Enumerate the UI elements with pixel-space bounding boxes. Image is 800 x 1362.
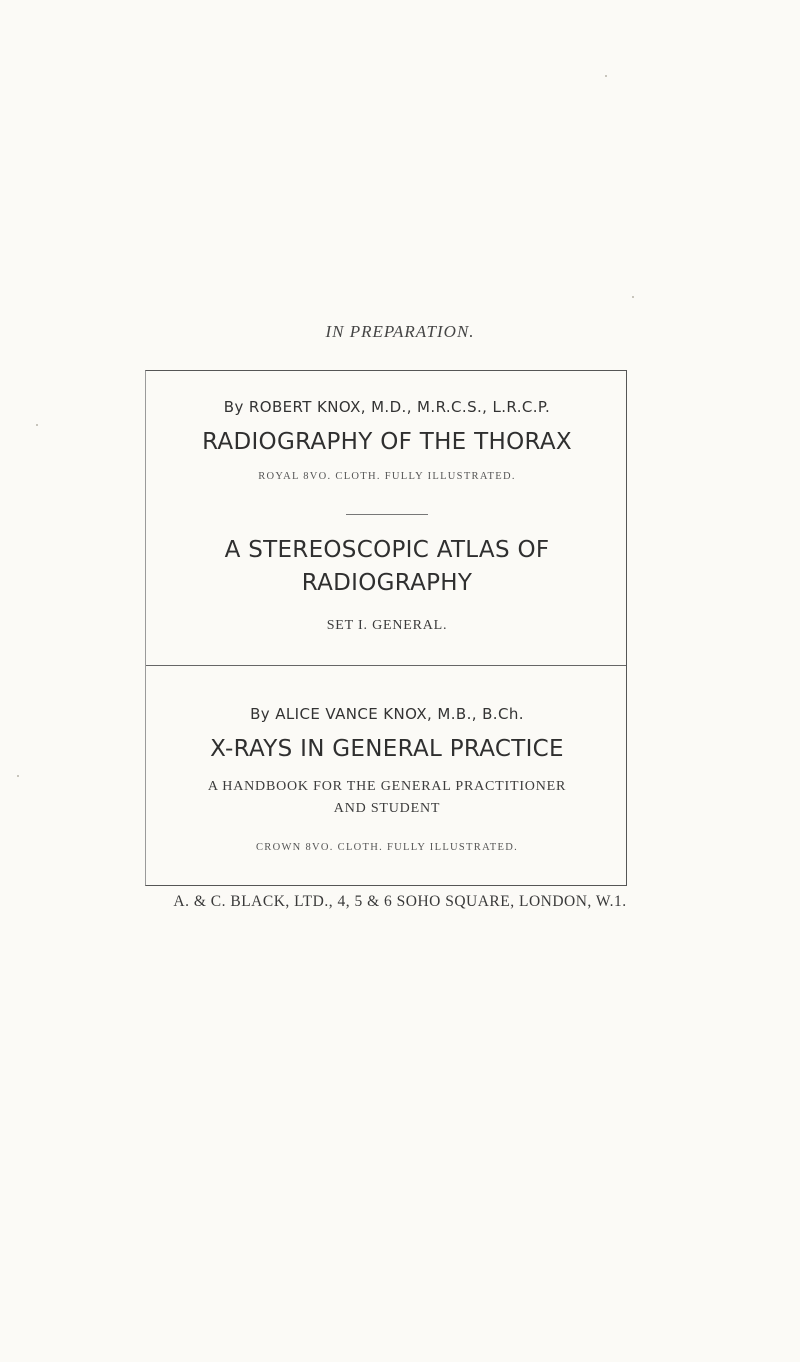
book2-subtitle: SET I. GENERAL. <box>326 618 448 633</box>
book3-details: CROWN 8VO. CLOTH. FULLY ILLUSTRATED. <box>255 842 519 853</box>
paper-speck <box>632 296 634 298</box>
divider <box>146 665 626 666</box>
book2-title-line2: RADIOGRAPHY <box>301 570 473 596</box>
paper-speck <box>36 424 38 426</box>
book1-title: RADIOGRAPHY OF THE THORAX <box>202 429 572 455</box>
book2-title-line1: A STEREOSCOPIC ATLAS OF <box>224 537 550 563</box>
announcement-box <box>145 370 627 886</box>
book3-title: X-RAYS IN GENERAL PRACTICE <box>210 736 564 762</box>
book3-subtitle-line1: A HANDBOOK FOR THE GENERAL PRACTITIONER <box>207 779 567 794</box>
publisher-imprint: A. & C. BLACK, LTD., 4, 5 & 6 SOHO SQUARE, LONDON, W.1. <box>173 893 627 910</box>
separator-rule <box>346 514 428 515</box>
in-preparation-heading: IN PREPARATION. <box>325 322 475 341</box>
book1-details: ROYAL 8VO. CLOTH. FULLY ILLUSTRATED. <box>258 471 516 482</box>
book1-author: By ROBERT KNOX, M.D., M.R.C.S., L.R.C.P. <box>223 398 551 416</box>
book3-subtitle-line2: AND STUDENT <box>333 801 441 816</box>
paper-speck <box>605 75 607 77</box>
paper-speck <box>17 775 19 777</box>
book3-author: By ALICE VANCE KNOX, M.B., B.Ch. <box>250 705 524 723</box>
